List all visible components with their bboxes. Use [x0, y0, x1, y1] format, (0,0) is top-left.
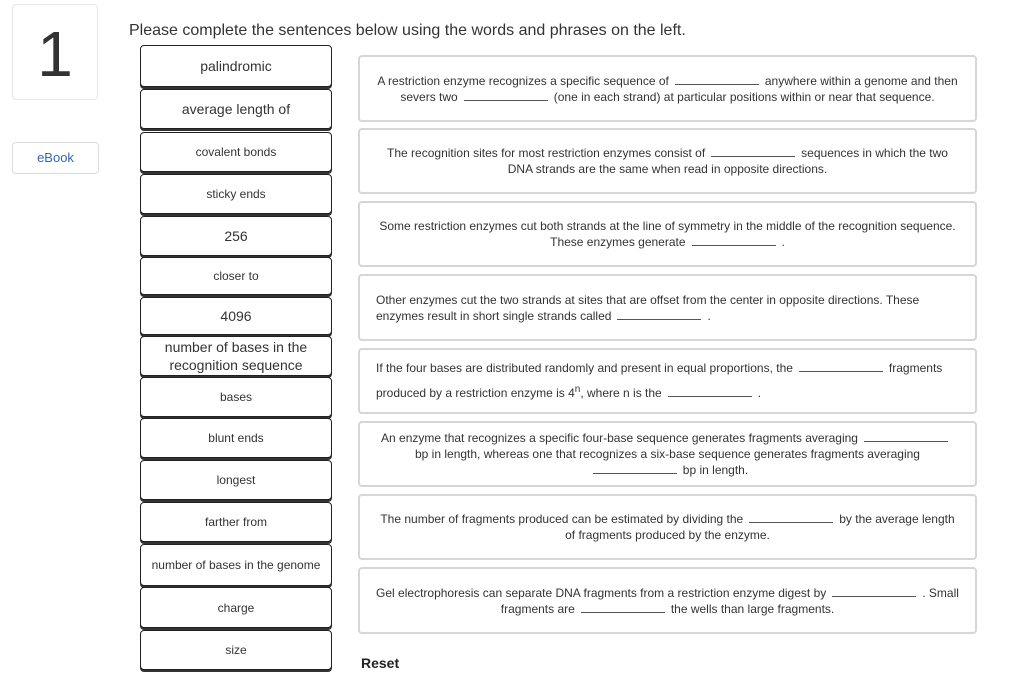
sentence-part: . Small fragments are: [500, 585, 959, 616]
word-tile[interactable]: number of bases in the genome: [140, 544, 332, 586]
sentence-text: [376, 73, 959, 105]
exponent: n: [574, 384, 581, 395]
sentence-part: .: [707, 308, 711, 323]
word-tile[interactable]: bases: [140, 377, 332, 417]
sentence-text: [376, 511, 959, 543]
sentence-part: The recognition sites for most restriction enzymes consist of: [387, 146, 706, 160]
word-tile[interactable]: sticky ends: [140, 174, 332, 214]
question-number: 1: [37, 18, 73, 90]
sentence-box-2: [358, 128, 977, 194]
sentence-box-6: [358, 421, 977, 487]
word-tile[interactable]: size: [140, 630, 332, 670]
reset-button[interactable]: Reset: [361, 655, 400, 671]
sentence-part: bp in length.: [682, 463, 749, 477]
sentence-box-7: [358, 494, 977, 560]
sentence-part: fragments produced by a restriction enzyme is 4: [376, 361, 943, 400]
sentence-text: [376, 292, 959, 324]
sentence-part: If the four bases are distributed randomly and present in equal proportions, the: [376, 361, 793, 375]
sentence-text: [376, 358, 959, 404]
sentence-part: by the average length of fragments produced by the enzyme.: [565, 512, 955, 542]
sentence-part: .: [757, 386, 762, 400]
word-tile[interactable]: covalent bonds: [140, 132, 332, 172]
sentence-part: Gel electrophoresis can separate DNA fragments from a restriction enzyme digest by: [376, 585, 827, 600]
word-tile[interactable]: palindromic: [140, 45, 332, 87]
sentence-text: [376, 218, 959, 250]
sentence-part: anywhere within a genome and then severs two: [400, 73, 958, 104]
sentence-part: (one in each strand) at particular positions within or near that sequence.: [553, 89, 935, 104]
word-tile[interactable]: longest: [140, 460, 332, 500]
sentence-part: the wells than large fragments.: [670, 601, 835, 616]
word-tile[interactable]: average length of: [140, 89, 332, 129]
answer-blank[interactable]: [711, 145, 795, 157]
answer-blank[interactable]: [581, 601, 665, 613]
word-tile[interactable]: 256: [140, 216, 332, 256]
sentence-box-3: [358, 201, 977, 267]
answer-blank[interactable]: [668, 385, 752, 397]
answer-blank[interactable]: [864, 430, 948, 442]
answer-blank[interactable]: [617, 308, 701, 320]
answer-blank[interactable]: [832, 585, 916, 597]
sentence-part: Other enzymes cut the two strands at sites that are offset from the center in opposite directions. These enzymes result in short single strands called: [376, 292, 920, 323]
word-tile[interactable]: farther from: [140, 502, 332, 542]
sentence-part: A restriction enzyme recognizes a specific sequence of: [377, 73, 669, 88]
answer-blank[interactable]: [799, 360, 883, 372]
sentence-box-5: [358, 348, 977, 414]
answer-blank[interactable]: [675, 73, 759, 85]
sentence-box-8: [358, 567, 977, 634]
answer-blank[interactable]: [692, 234, 776, 246]
instructions: Please complete the sentences below using the words and phrases on the left.: [129, 22, 686, 39]
sentence-part: The number of fragments produced can be estimated by dividing the: [380, 512, 744, 526]
sentence-text: [376, 430, 959, 478]
question-number-box: [12, 4, 98, 100]
sentence-part: Some restriction enzymes cut both strands at the line of symmetry in the middle of the recognition sequence. These enzymes generate: [379, 219, 956, 249]
sentence-text: [376, 585, 959, 617]
sentence-box-1: [358, 55, 977, 122]
word-tile[interactable]: closer to: [140, 257, 332, 295]
sentence-part: bp in length, whereas one that recognizes a six-base sequence generates fragments averaging: [415, 447, 920, 461]
word-tile[interactable]: number of bases in the recognition sequence: [140, 336, 332, 376]
word-tile[interactable]: charge: [140, 587, 332, 628]
answer-blank[interactable]: [749, 511, 833, 523]
ebook-button[interactable]: eBook: [12, 142, 99, 174]
sentence-part: An enzyme that recognizes a specific four-base sequence generates fragments averaging: [381, 431, 858, 445]
sentence-part: sequences in which the two DNA strands are the same when read in opposite directions.: [507, 146, 948, 176]
sentence-part: , where n is the: [580, 386, 662, 400]
answer-blank[interactable]: [464, 89, 548, 101]
sentence-text: [376, 145, 959, 177]
sentence-part: .: [781, 235, 785, 249]
word-tile[interactable]: blunt ends: [140, 418, 332, 458]
sentence-box-4: [358, 274, 977, 341]
word-tile[interactable]: 4096: [140, 297, 332, 335]
answer-blank[interactable]: [593, 462, 677, 474]
